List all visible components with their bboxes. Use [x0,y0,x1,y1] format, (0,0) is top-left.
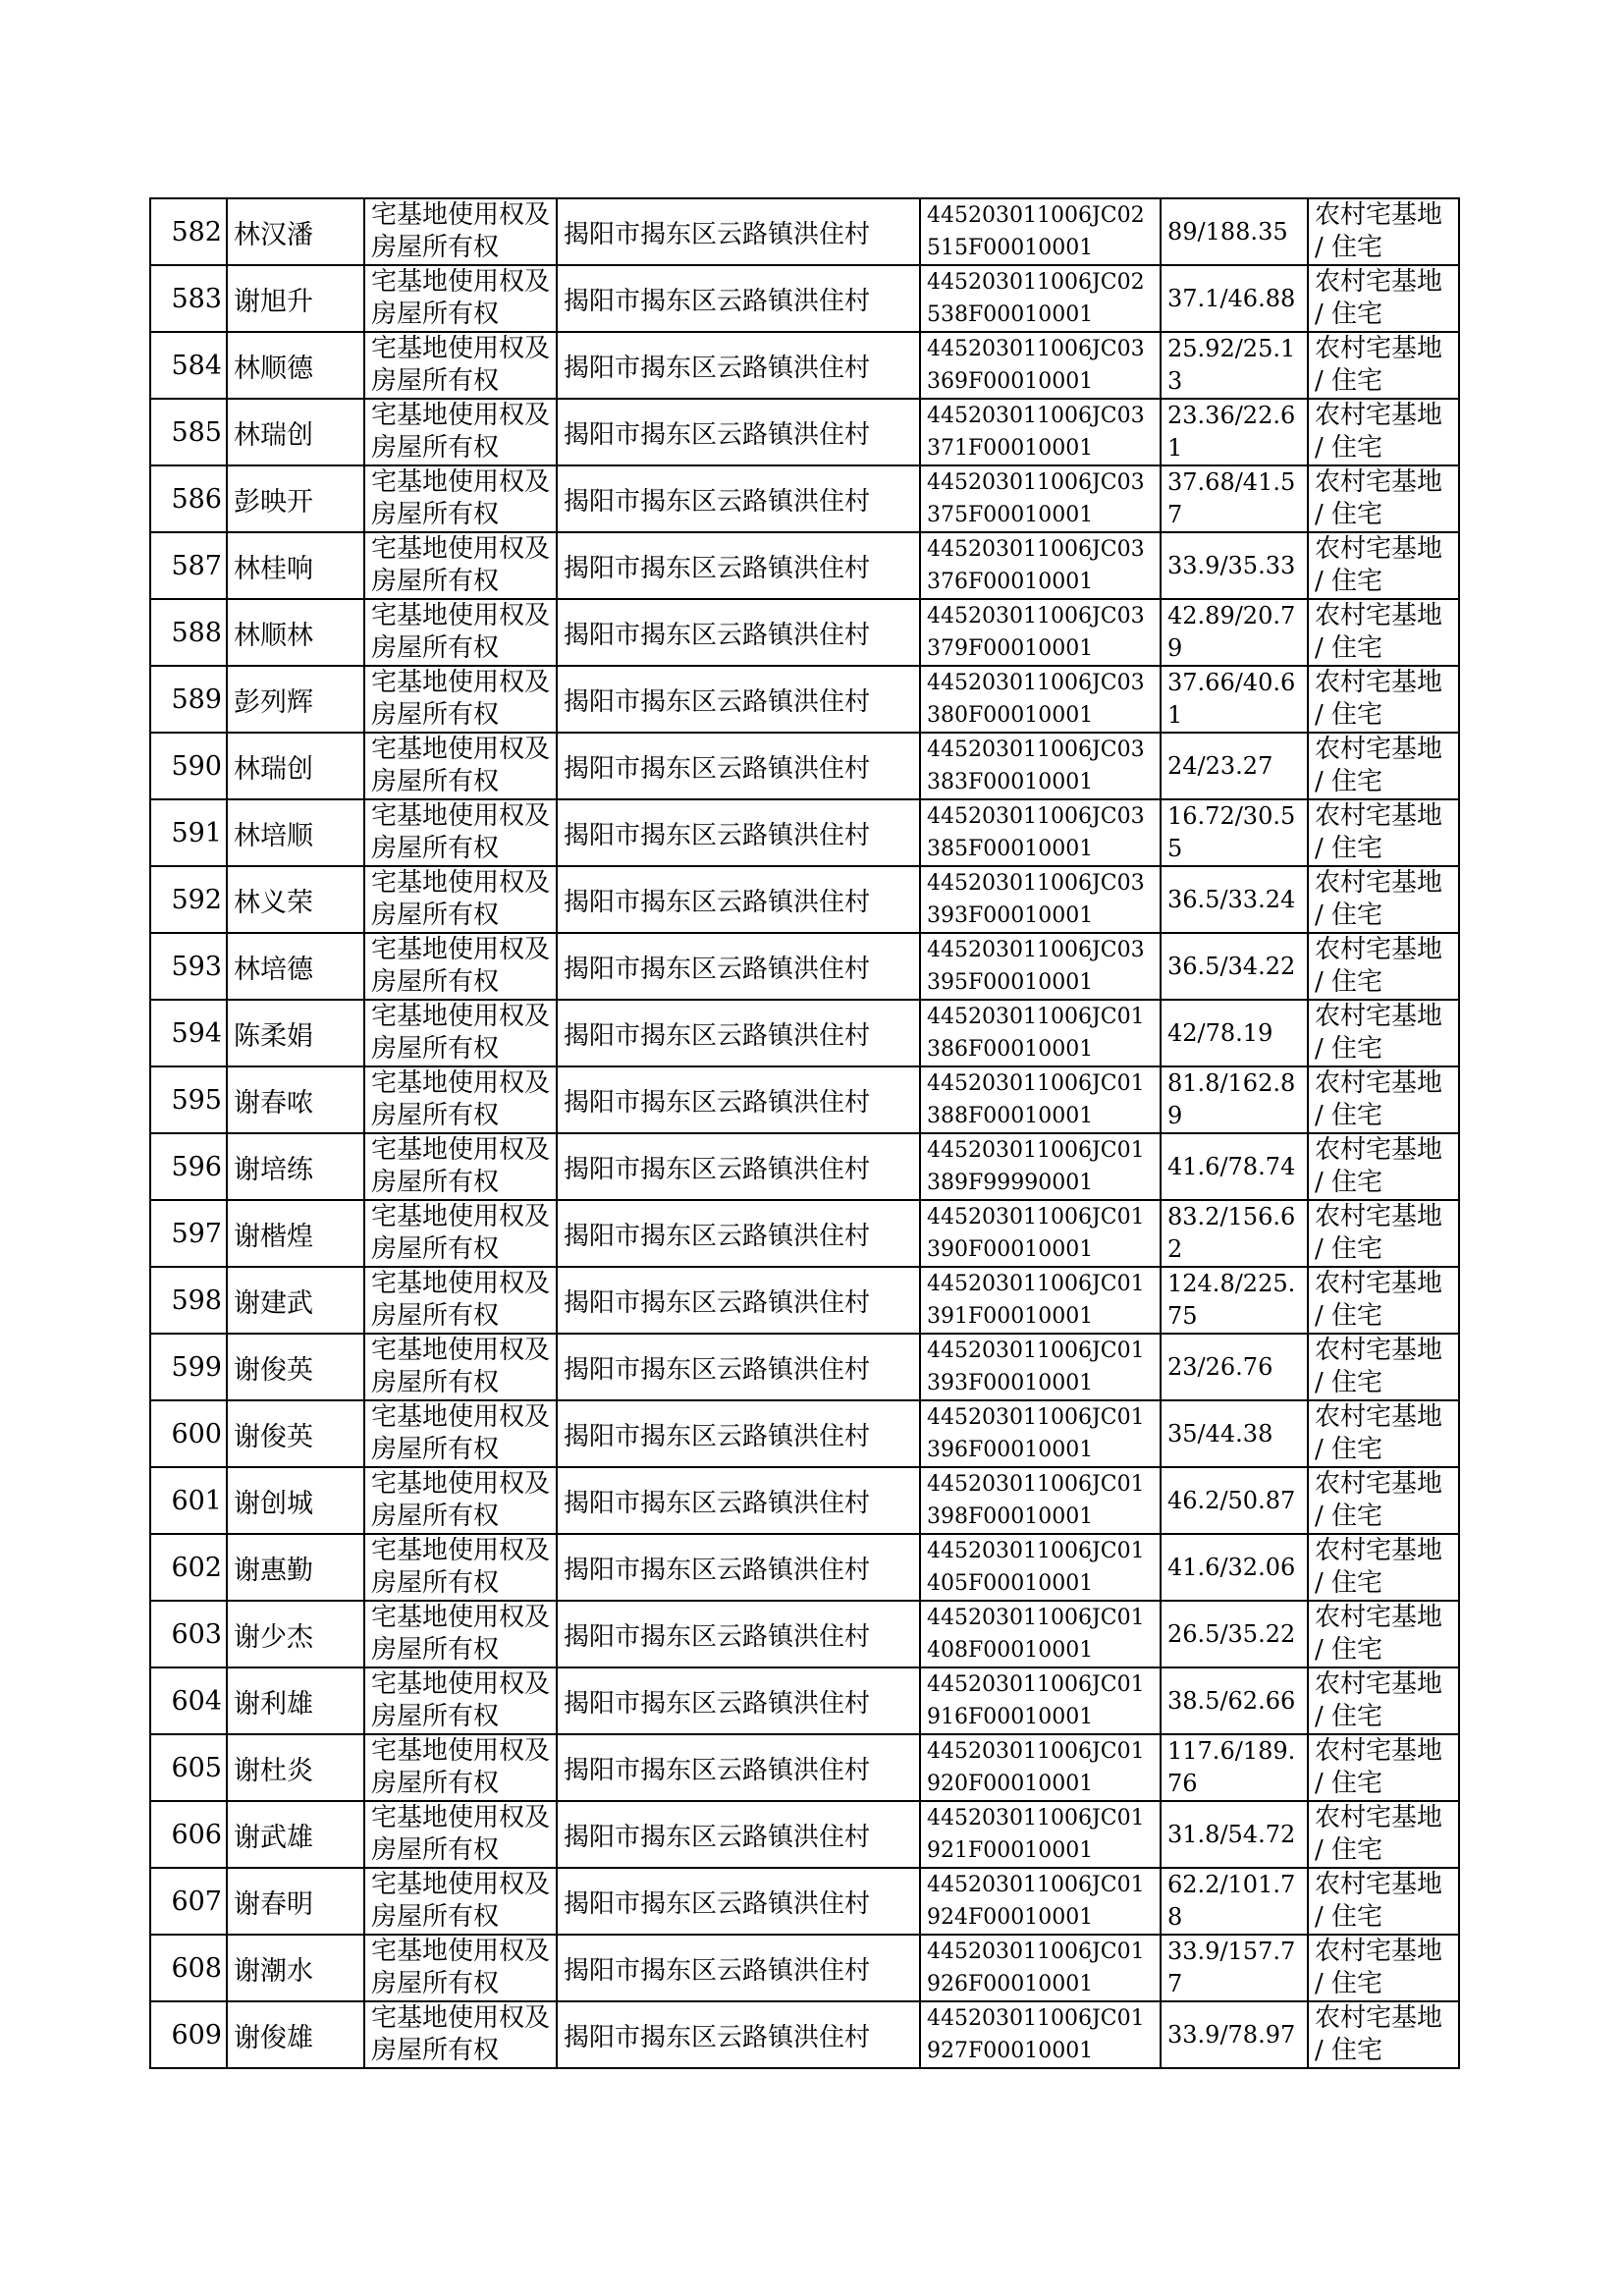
area-value-cell: 117.6/189.76 [1161,1734,1308,1801]
row-number-cell: 582 [150,198,227,265]
area-value-cell: 89/188.35 [1161,198,1308,265]
land-use-cell: 农村宅基地 / 住宅 [1308,1467,1459,1534]
address-cell: 揭阳市揭东区云路镇洪住村 [557,1601,920,1667]
area-value-cell: 38.5/62.66 [1161,1667,1308,1734]
area-value-cell: 33.9/35.33 [1161,532,1308,599]
owner-name-cell: 谢潮水 [227,1935,364,2001]
address-cell: 揭阳市揭东区云路镇洪住村 [557,866,920,933]
table-body [150,198,1459,2068]
land-use-cell: 农村宅基地 / 住宅 [1308,1601,1459,1667]
owner-name-cell: 彭映开 [227,465,364,532]
table-row [150,1667,1459,1734]
area-value-cell: 33.9/157.77 [1161,1935,1308,2001]
land-use-cell: 农村宅基地 / 住宅 [1308,733,1459,799]
table-row [150,1935,1459,2001]
unit-code-cell: 445203011006JC01920F00010001 [920,1734,1161,1801]
row-number-cell: 607 [150,1868,227,1935]
owner-name-cell: 谢惠勤 [227,1534,364,1601]
row-number-cell: 594 [150,1000,227,1066]
land-use-cell: 农村宅基地 / 住宅 [1308,599,1459,666]
unit-code-cell: 445203011006JC03380F00010001 [920,666,1161,733]
land-use-cell: 农村宅基地 / 住宅 [1308,866,1459,933]
right-type-cell: 宅基地使用权及房屋所有权 [364,332,557,399]
land-use-cell: 农村宅基地 / 住宅 [1308,1868,1459,1935]
address-cell: 揭阳市揭东区云路镇洪住村 [557,265,920,332]
area-value-cell: 124.8/225.75 [1161,1267,1308,1334]
right-type-cell: 宅基地使用权及房屋所有权 [364,666,557,733]
table-row [150,1066,1459,1133]
owner-name-cell: 谢春明 [227,1868,364,1935]
row-number-cell: 590 [150,733,227,799]
table-row [150,265,1459,332]
right-type-cell: 宅基地使用权及房屋所有权 [364,733,557,799]
address-cell: 揭阳市揭东区云路镇洪住村 [557,933,920,1000]
table-row [150,1734,1459,1801]
unit-code-cell: 445203011006JC03369F00010001 [920,332,1161,399]
table-row [150,1534,1459,1601]
right-type-cell: 宅基地使用权及房屋所有权 [364,1200,557,1267]
row-number-cell: 583 [150,265,227,332]
right-type-cell: 宅基地使用权及房屋所有权 [364,1801,557,1868]
land-use-cell: 农村宅基地 / 住宅 [1308,1400,1459,1467]
owner-name-cell: 林桂响 [227,532,364,599]
owner-name-cell: 谢楷煌 [227,1200,364,1267]
area-value-cell: 24/23.27 [1161,733,1308,799]
row-number-cell: 588 [150,599,227,666]
row-number-cell: 584 [150,332,227,399]
area-value-cell: 42/78.19 [1161,1000,1308,1066]
address-cell: 揭阳市揭东区云路镇洪住村 [557,1935,920,2001]
owner-name-cell: 林顺德 [227,332,364,399]
address-cell: 揭阳市揭东区云路镇洪住村 [557,1667,920,1734]
owner-name-cell: 谢培练 [227,1133,364,1200]
land-use-cell: 农村宅基地 / 住宅 [1308,2001,1459,2068]
owner-name-cell: 谢俊英 [227,1334,364,1400]
table-row [150,1267,1459,1334]
table-row [150,666,1459,733]
address-cell: 揭阳市揭东区云路镇洪住村 [557,1868,920,1935]
table-row [150,1133,1459,1200]
owner-name-cell: 彭列辉 [227,666,364,733]
address-cell: 揭阳市揭东区云路镇洪住村 [557,1267,920,1334]
row-number-cell: 586 [150,465,227,532]
right-type-cell: 宅基地使用权及房屋所有权 [364,1734,557,1801]
unit-code-cell: 445203011006JC03375F00010001 [920,465,1161,532]
owner-name-cell: 林汉潘 [227,198,364,265]
unit-code-cell: 445203011006JC01924F00010001 [920,1868,1161,1935]
address-cell: 揭阳市揭东区云路镇洪住村 [557,198,920,265]
row-number-cell: 599 [150,1334,227,1400]
right-type-cell: 宅基地使用权及房屋所有权 [364,465,557,532]
area-value-cell: 36.5/34.22 [1161,933,1308,1000]
unit-code-cell: 445203011006JC01916F00010001 [920,1667,1161,1734]
right-type-cell: 宅基地使用权及房屋所有权 [364,1000,557,1066]
land-use-cell: 农村宅基地 / 住宅 [1308,532,1459,599]
land-use-cell: 农村宅基地 / 住宅 [1308,1334,1459,1400]
row-number-cell: 609 [150,2001,227,2068]
area-value-cell: 62.2/101.78 [1161,1868,1308,1935]
area-value-cell: 37.68/41.57 [1161,465,1308,532]
address-cell: 揭阳市揭东区云路镇洪住村 [557,799,920,866]
area-value-cell: 46.2/50.87 [1161,1467,1308,1534]
area-value-cell: 81.8/162.89 [1161,1066,1308,1133]
right-type-cell: 宅基地使用权及房屋所有权 [364,1400,557,1467]
area-value-cell: 36.5/33.24 [1161,866,1308,933]
area-value-cell: 23.36/22.61 [1161,399,1308,465]
row-number-cell: 591 [150,799,227,866]
address-cell: 揭阳市揭东区云路镇洪住村 [557,532,920,599]
land-use-cell: 农村宅基地 / 住宅 [1308,1935,1459,2001]
unit-code-cell: 445203011006JC01386F00010001 [920,1000,1161,1066]
address-cell: 揭阳市揭东区云路镇洪住村 [557,1534,920,1601]
table-row [150,1000,1459,1066]
area-value-cell: 33.9/78.97 [1161,2001,1308,2068]
area-value-cell: 23/26.76 [1161,1334,1308,1400]
owner-name-cell: 林顺林 [227,599,364,666]
land-use-cell: 农村宅基地 / 住宅 [1308,1667,1459,1734]
table-row [150,866,1459,933]
unit-code-cell: 445203011006JC01921F00010001 [920,1801,1161,1868]
area-value-cell: 25.92/25.13 [1161,332,1308,399]
right-type-cell: 宅基地使用权及房屋所有权 [364,1667,557,1734]
owner-name-cell: 谢少杰 [227,1601,364,1667]
unit-code-cell: 445203011006JC03376F00010001 [920,532,1161,599]
unit-code-cell: 445203011006JC03383F00010001 [920,733,1161,799]
area-value-cell: 37.1/46.88 [1161,265,1308,332]
owner-name-cell: 林义荣 [227,866,364,933]
table-row [150,1868,1459,1935]
right-type-cell: 宅基地使用权及房屋所有权 [364,1066,557,1133]
land-use-cell: 农村宅基地 / 住宅 [1308,1133,1459,1200]
land-use-cell: 农村宅基地 / 住宅 [1308,1534,1459,1601]
unit-code-cell: 445203011006JC01396F00010001 [920,1400,1161,1467]
land-use-cell: 农村宅基地 / 住宅 [1308,1000,1459,1066]
area-value-cell: 16.72/30.55 [1161,799,1308,866]
table-row [150,532,1459,599]
right-type-cell: 宅基地使用权及房屋所有权 [364,799,557,866]
row-number-cell: 595 [150,1066,227,1133]
land-use-cell: 农村宅基地 / 住宅 [1308,465,1459,532]
table-row [150,2001,1459,2068]
address-cell: 揭阳市揭东区云路镇洪住村 [557,2001,920,2068]
area-value-cell: 42.89/20.79 [1161,599,1308,666]
right-type-cell: 宅基地使用权及房屋所有权 [364,399,557,465]
land-use-cell: 农村宅基地 / 住宅 [1308,666,1459,733]
unit-code-cell: 445203011006JC03393F00010001 [920,866,1161,933]
unit-code-cell: 445203011006JC01405F00010001 [920,1534,1161,1601]
address-cell: 揭阳市揭东区云路镇洪住村 [557,1801,920,1868]
address-cell: 揭阳市揭东区云路镇洪住村 [557,666,920,733]
row-number-cell: 601 [150,1467,227,1534]
right-type-cell: 宅基地使用权及房屋所有权 [364,1534,557,1601]
unit-code-cell: 445203011006JC01389F99990001 [920,1133,1161,1200]
owner-name-cell: 林培德 [227,933,364,1000]
row-number-cell: 597 [150,1200,227,1267]
unit-code-cell: 445203011006JC01398F00010001 [920,1467,1161,1534]
row-number-cell: 593 [150,933,227,1000]
owner-name-cell: 谢春哝 [227,1066,364,1133]
right-type-cell: 宅基地使用权及房屋所有权 [364,2001,557,2068]
land-use-cell: 农村宅基地 / 住宅 [1308,1200,1459,1267]
owner-name-cell: 谢旭升 [227,265,364,332]
table-row [150,1400,1459,1467]
table-row [150,933,1459,1000]
owner-name-cell: 谢建武 [227,1267,364,1334]
address-cell: 揭阳市揭东区云路镇洪住村 [557,1000,920,1066]
table-row [150,465,1459,532]
row-number-cell: 589 [150,666,227,733]
address-cell: 揭阳市揭东区云路镇洪住村 [557,1467,920,1534]
right-type-cell: 宅基地使用权及房屋所有权 [364,532,557,599]
row-number-cell: 608 [150,1935,227,2001]
right-type-cell: 宅基地使用权及房屋所有权 [364,265,557,332]
table-row [150,1200,1459,1267]
area-value-cell: 31.8/54.72 [1161,1801,1308,1868]
right-type-cell: 宅基地使用权及房屋所有权 [364,1267,557,1334]
land-use-cell: 农村宅基地 / 住宅 [1308,1066,1459,1133]
table-row [150,599,1459,666]
table-row [150,799,1459,866]
row-number-cell: 602 [150,1534,227,1601]
table-row [150,1801,1459,1868]
owner-name-cell: 陈柔娟 [227,1000,364,1066]
row-number-cell: 603 [150,1601,227,1667]
row-number-cell: 585 [150,399,227,465]
address-cell: 揭阳市揭东区云路镇洪住村 [557,1400,920,1467]
right-type-cell: 宅基地使用权及房屋所有权 [364,1935,557,2001]
right-type-cell: 宅基地使用权及房屋所有权 [364,1334,557,1400]
right-type-cell: 宅基地使用权及房屋所有权 [364,933,557,1000]
unit-code-cell: 445203011006JC03379F00010001 [920,599,1161,666]
table-row [150,1467,1459,1534]
area-value-cell: 35/44.38 [1161,1400,1308,1467]
owner-name-cell: 谢俊英 [227,1400,364,1467]
right-type-cell: 宅基地使用权及房屋所有权 [364,599,557,666]
owner-name-cell: 林培顺 [227,799,364,866]
address-cell: 揭阳市揭东区云路镇洪住村 [557,1334,920,1400]
right-type-cell: 宅基地使用权及房屋所有权 [364,1868,557,1935]
right-type-cell: 宅基地使用权及房屋所有权 [364,198,557,265]
unit-code-cell: 445203011006JC01391F00010001 [920,1267,1161,1334]
address-cell: 揭阳市揭东区云路镇洪住村 [557,399,920,465]
table-row [150,399,1459,465]
land-use-cell: 农村宅基地 / 住宅 [1308,198,1459,265]
owner-name-cell: 谢杜炎 [227,1734,364,1801]
land-use-cell: 农村宅基地 / 住宅 [1308,1734,1459,1801]
land-use-cell: 农村宅基地 / 住宅 [1308,399,1459,465]
row-number-cell: 605 [150,1734,227,1801]
row-number-cell: 587 [150,532,227,599]
address-cell: 揭阳市揭东区云路镇洪住村 [557,1066,920,1133]
land-use-cell: 农村宅基地 / 住宅 [1308,1267,1459,1334]
land-use-cell: 农村宅基地 / 住宅 [1308,265,1459,332]
unit-code-cell: 445203011006JC01388F00010001 [920,1066,1161,1133]
area-value-cell: 37.66/40.61 [1161,666,1308,733]
unit-code-cell: 445203011006JC01393F00010001 [920,1334,1161,1400]
table-row [150,1601,1459,1667]
row-number-cell: 604 [150,1667,227,1734]
table-row [150,332,1459,399]
area-value-cell: 41.6/78.74 [1161,1133,1308,1200]
table-row [150,733,1459,799]
land-use-cell: 农村宅基地 / 住宅 [1308,799,1459,866]
address-cell: 揭阳市揭东区云路镇洪住村 [557,332,920,399]
right-type-cell: 宅基地使用权及房屋所有权 [364,866,557,933]
property-rights-table [149,197,1460,2069]
address-cell: 揭阳市揭东区云路镇洪住村 [557,599,920,666]
unit-code-cell: 445203011006JC01926F00010001 [920,1935,1161,2001]
owner-name-cell: 谢创城 [227,1467,364,1534]
area-value-cell: 26.5/35.22 [1161,1601,1308,1667]
area-value-cell: 41.6/32.06 [1161,1534,1308,1601]
address-cell: 揭阳市揭东区云路镇洪住村 [557,1133,920,1200]
unit-code-cell: 445203011006JC03371F00010001 [920,399,1161,465]
row-number-cell: 598 [150,1267,227,1334]
right-type-cell: 宅基地使用权及房屋所有权 [364,1133,557,1200]
right-type-cell: 宅基地使用权及房屋所有权 [364,1467,557,1534]
row-number-cell: 606 [150,1801,227,1868]
owner-name-cell: 谢利雄 [227,1667,364,1734]
row-number-cell: 600 [150,1400,227,1467]
unit-code-cell: 445203011006JC01927F00010001 [920,2001,1161,2068]
unit-code-cell: 445203011006JC01408F00010001 [920,1601,1161,1667]
land-use-cell: 农村宅基地 / 住宅 [1308,1801,1459,1868]
address-cell: 揭阳市揭东区云路镇洪住村 [557,465,920,532]
unit-code-cell: 445203011006JC02538F00010001 [920,265,1161,332]
row-number-cell: 592 [150,866,227,933]
unit-code-cell: 445203011006JC01390F00010001 [920,1200,1161,1267]
address-cell: 揭阳市揭东区云路镇洪住村 [557,1734,920,1801]
table-row [150,198,1459,265]
land-use-cell: 农村宅基地 / 住宅 [1308,332,1459,399]
row-number-cell: 596 [150,1133,227,1200]
owner-name-cell: 谢俊雄 [227,2001,364,2068]
address-cell: 揭阳市揭东区云路镇洪住村 [557,733,920,799]
owner-name-cell: 林瑞创 [227,733,364,799]
unit-code-cell: 445203011006JC03395F00010001 [920,933,1161,1000]
table-row [150,1334,1459,1400]
unit-code-cell: 445203011006JC02515F00010001 [920,198,1161,265]
owner-name-cell: 谢武雄 [227,1801,364,1868]
unit-code-cell: 445203011006JC03385F00010001 [920,799,1161,866]
right-type-cell: 宅基地使用权及房屋所有权 [364,1601,557,1667]
area-value-cell: 83.2/156.62 [1161,1200,1308,1267]
land-use-cell: 农村宅基地 / 住宅 [1308,933,1459,1000]
owner-name-cell: 林瑞创 [227,399,364,465]
address-cell: 揭阳市揭东区云路镇洪住村 [557,1200,920,1267]
